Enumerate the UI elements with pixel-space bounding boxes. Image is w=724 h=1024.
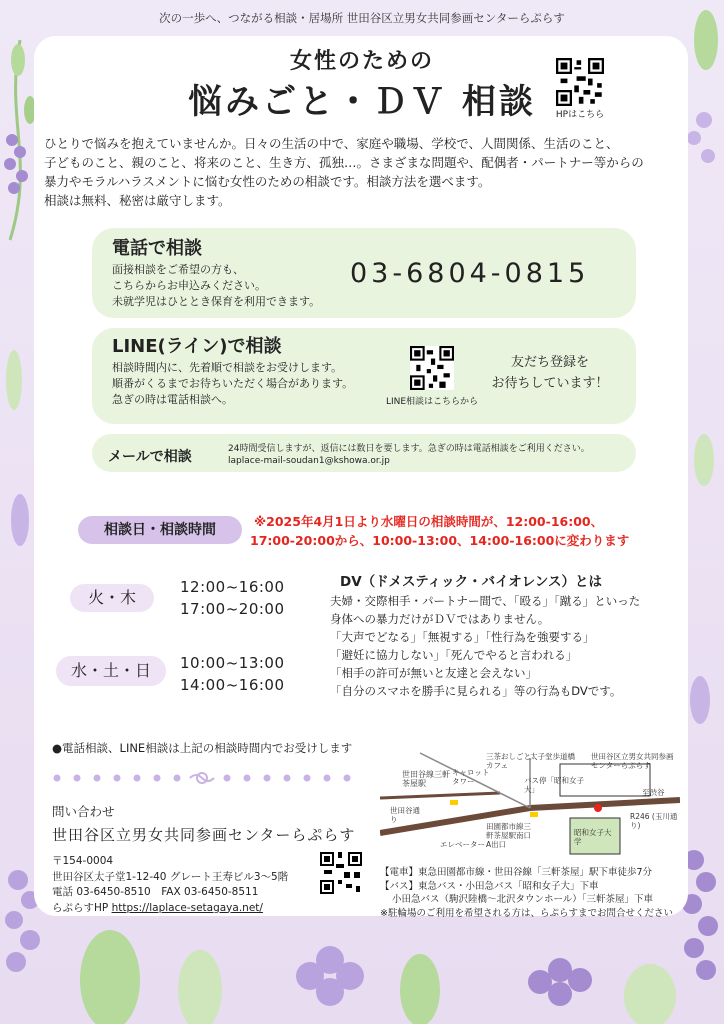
- dotted-divider: [52, 772, 352, 784]
- time-slots-tue-thu: [180, 576, 285, 620]
- hp-label: らぷらすHP: [52, 901, 109, 914]
- intro-line: ひとりで悩みを抱えていませんか。日々の生活の中で、家庭や職場、学校で、人間関係、生活のこと、: [44, 136, 619, 151]
- intro-text: [44, 134, 684, 210]
- dv-line: 身体への暴力だけがＤＶではありません。: [330, 612, 550, 626]
- hp-qr-caption: HPはこちら: [555, 110, 605, 120]
- desc-line: 相談時間内に、先着順で相談をお受けします。: [112, 361, 343, 374]
- intro-line: 相談は無料、秘密は厳守します。: [44, 193, 231, 208]
- postal-code: 〒154-0004: [52, 855, 114, 867]
- contact-details: [52, 854, 288, 916]
- notice-line: ※2025年4月1日より水曜日の相談時間が、12:00-16:00、: [254, 514, 604, 529]
- desc-line: 面接相談をご希望の方も、: [112, 263, 244, 276]
- days-tue-thu-label: 火・木: [70, 584, 154, 612]
- map-label-station1: 世田谷線三軒茶屋駅: [402, 770, 450, 788]
- map-label-elevator: エレベーター: [440, 840, 485, 849]
- notice-line: 17:00-20:00から、10:00-13:00、14:00-16:00に変わります: [250, 533, 630, 548]
- time-slot: 10:00~13:00: [180, 654, 285, 672]
- contact-qr-code-icon[interactable]: [320, 852, 362, 894]
- schedule-change-notice: [250, 512, 694, 550]
- desc-line: 急ぎの時は電話相談へ。: [112, 393, 233, 406]
- schedule-label: 相談日・相談時間: [78, 516, 242, 544]
- intro-line: 子どものこと、親のこと、将来のこと、生き方、孤独…。さまざまな問題や、配偶者・パートナー等からの: [44, 155, 644, 170]
- phone-number-link[interactable]: 03-6804-0815: [350, 258, 590, 289]
- hp-url-link[interactable]: https://laplace-setagaya.net/: [111, 901, 263, 914]
- page-title-line1: 女性のための: [289, 49, 434, 74]
- dv-line: 「自分のスマホを勝手に見られる」等の行為もDVです。: [330, 684, 622, 698]
- map-label-cafe: 三茶おしごとカフェ: [486, 752, 531, 770]
- mail-address-link[interactable]: laplace-mail-soudan1@kshowa.or.jp: [228, 456, 390, 466]
- time-slot: 12:00~16:00: [180, 578, 285, 596]
- phone-consult-title: 電話で相談: [112, 238, 202, 259]
- hp-qr-code-icon[interactable]: [556, 58, 604, 106]
- map-label-station2: 田園都市線三軒茶屋駅南口A出口: [486, 822, 531, 849]
- time-slots-wed-sat-sun: [180, 652, 285, 696]
- days-wed-sat-sun-label: 水・土・日: [56, 656, 166, 686]
- map-label-bridge: 太子堂歩道橋: [530, 752, 575, 761]
- map-label-carrot: キャロットタワー: [452, 768, 490, 786]
- desc-line: 未就学児はひととき保育を利用できます。: [112, 295, 321, 308]
- map-label-univ: 昭和女子大学: [574, 828, 612, 846]
- phone-consult-desc: [112, 262, 320, 310]
- friend-line: お待ちしています！: [491, 376, 609, 391]
- line-consult-desc: [112, 360, 353, 408]
- dv-definition-title: DV（ドメスティック・バイオレンス）とは: [340, 574, 603, 590]
- line-consult-title: LINE(ライン)で相談: [112, 336, 282, 357]
- line-qr-caption: LINE相談はこちらから: [385, 397, 479, 407]
- access-line: 【バス】東急バス・小田急バス「昭和女子大」下車: [380, 880, 599, 892]
- page-title-line2: 悩みごと・ＤＶ 相談: [188, 82, 536, 122]
- hp-row: [52, 901, 288, 917]
- friend-line: 友だち登録を: [510, 355, 589, 370]
- intro-line: 暴力やモラルハラスメントに悩む女性のための相談です。相談方法を選べます。: [44, 174, 491, 189]
- line-qr-code-icon[interactable]: [410, 346, 454, 390]
- map-label-shibuya: 至渋谷: [642, 788, 665, 797]
- map-label-bus-stop: バス停「昭和女子大」: [524, 776, 584, 794]
- dv-line: 「相手の許可が無いと友達と会えない」: [330, 666, 537, 680]
- access-line: 【電車】東急田園都市線・世田谷線「三軒茶屋」駅下車徒歩7分: [380, 867, 653, 878]
- access-info: [380, 866, 690, 920]
- header-tagline: 次の一歩へ、つながる相談・居場所 世田谷区立男女共同参画センターらぷらす: [159, 11, 565, 25]
- dv-line: 「避妊に協力しない」「死んでやると言われる」: [330, 648, 578, 662]
- map-label-facility: 世田谷区立男女共同参画センターらぷらす: [591, 752, 674, 770]
- desc-line: 順番がくるまでお待ちいただく場合があります。: [112, 377, 354, 390]
- contact-org-name: 世田谷区立男女共同参画センターらぷらす: [52, 826, 356, 844]
- line-friend-message: [486, 352, 614, 394]
- dv-definition-body: [330, 592, 640, 700]
- dv-line: 夫婦・交際相手・パートナー間で、「殴る」「蹴る」といった: [330, 594, 641, 608]
- desc-line: こちらからお申込みください。: [112, 279, 266, 292]
- time-slot: 17:00~20:00: [180, 600, 285, 618]
- dv-line: 「大声でどなる」「無視する」「性行為を強要する」: [330, 630, 595, 644]
- time-slot: 14:00~16:00: [180, 676, 285, 694]
- mail-consult-title: メールで相談: [108, 449, 192, 465]
- map-label-road: R246 (玉川通り): [630, 812, 678, 830]
- contact-heading: 問い合わせ: [52, 804, 115, 819]
- consult-hours-note: ●電話相談、LINE相談は上記の相談時間内でお受けします: [52, 741, 353, 755]
- access-line: ※駐輪場のご利用を希望される方は、らぷらすまでお問合せください: [380, 907, 673, 919]
- access-line: 小田急バス（駒沢陸橋～北沢タウンホール）「三軒茶屋」下車: [392, 894, 654, 905]
- address: 世田谷区太子堂1-12-40 グレート王寿ビル3～5階: [52, 870, 289, 883]
- tel-fax: 電話 03-6450-8510 FAX 03-6450-8511: [52, 886, 259, 898]
- map-label-setagaya-dori: 世田谷通り: [390, 806, 420, 824]
- mail-consult-desc: 24時間受信しますが、返信には数日を要します。急ぎの時は電話相談をご利用ください。: [228, 444, 590, 454]
